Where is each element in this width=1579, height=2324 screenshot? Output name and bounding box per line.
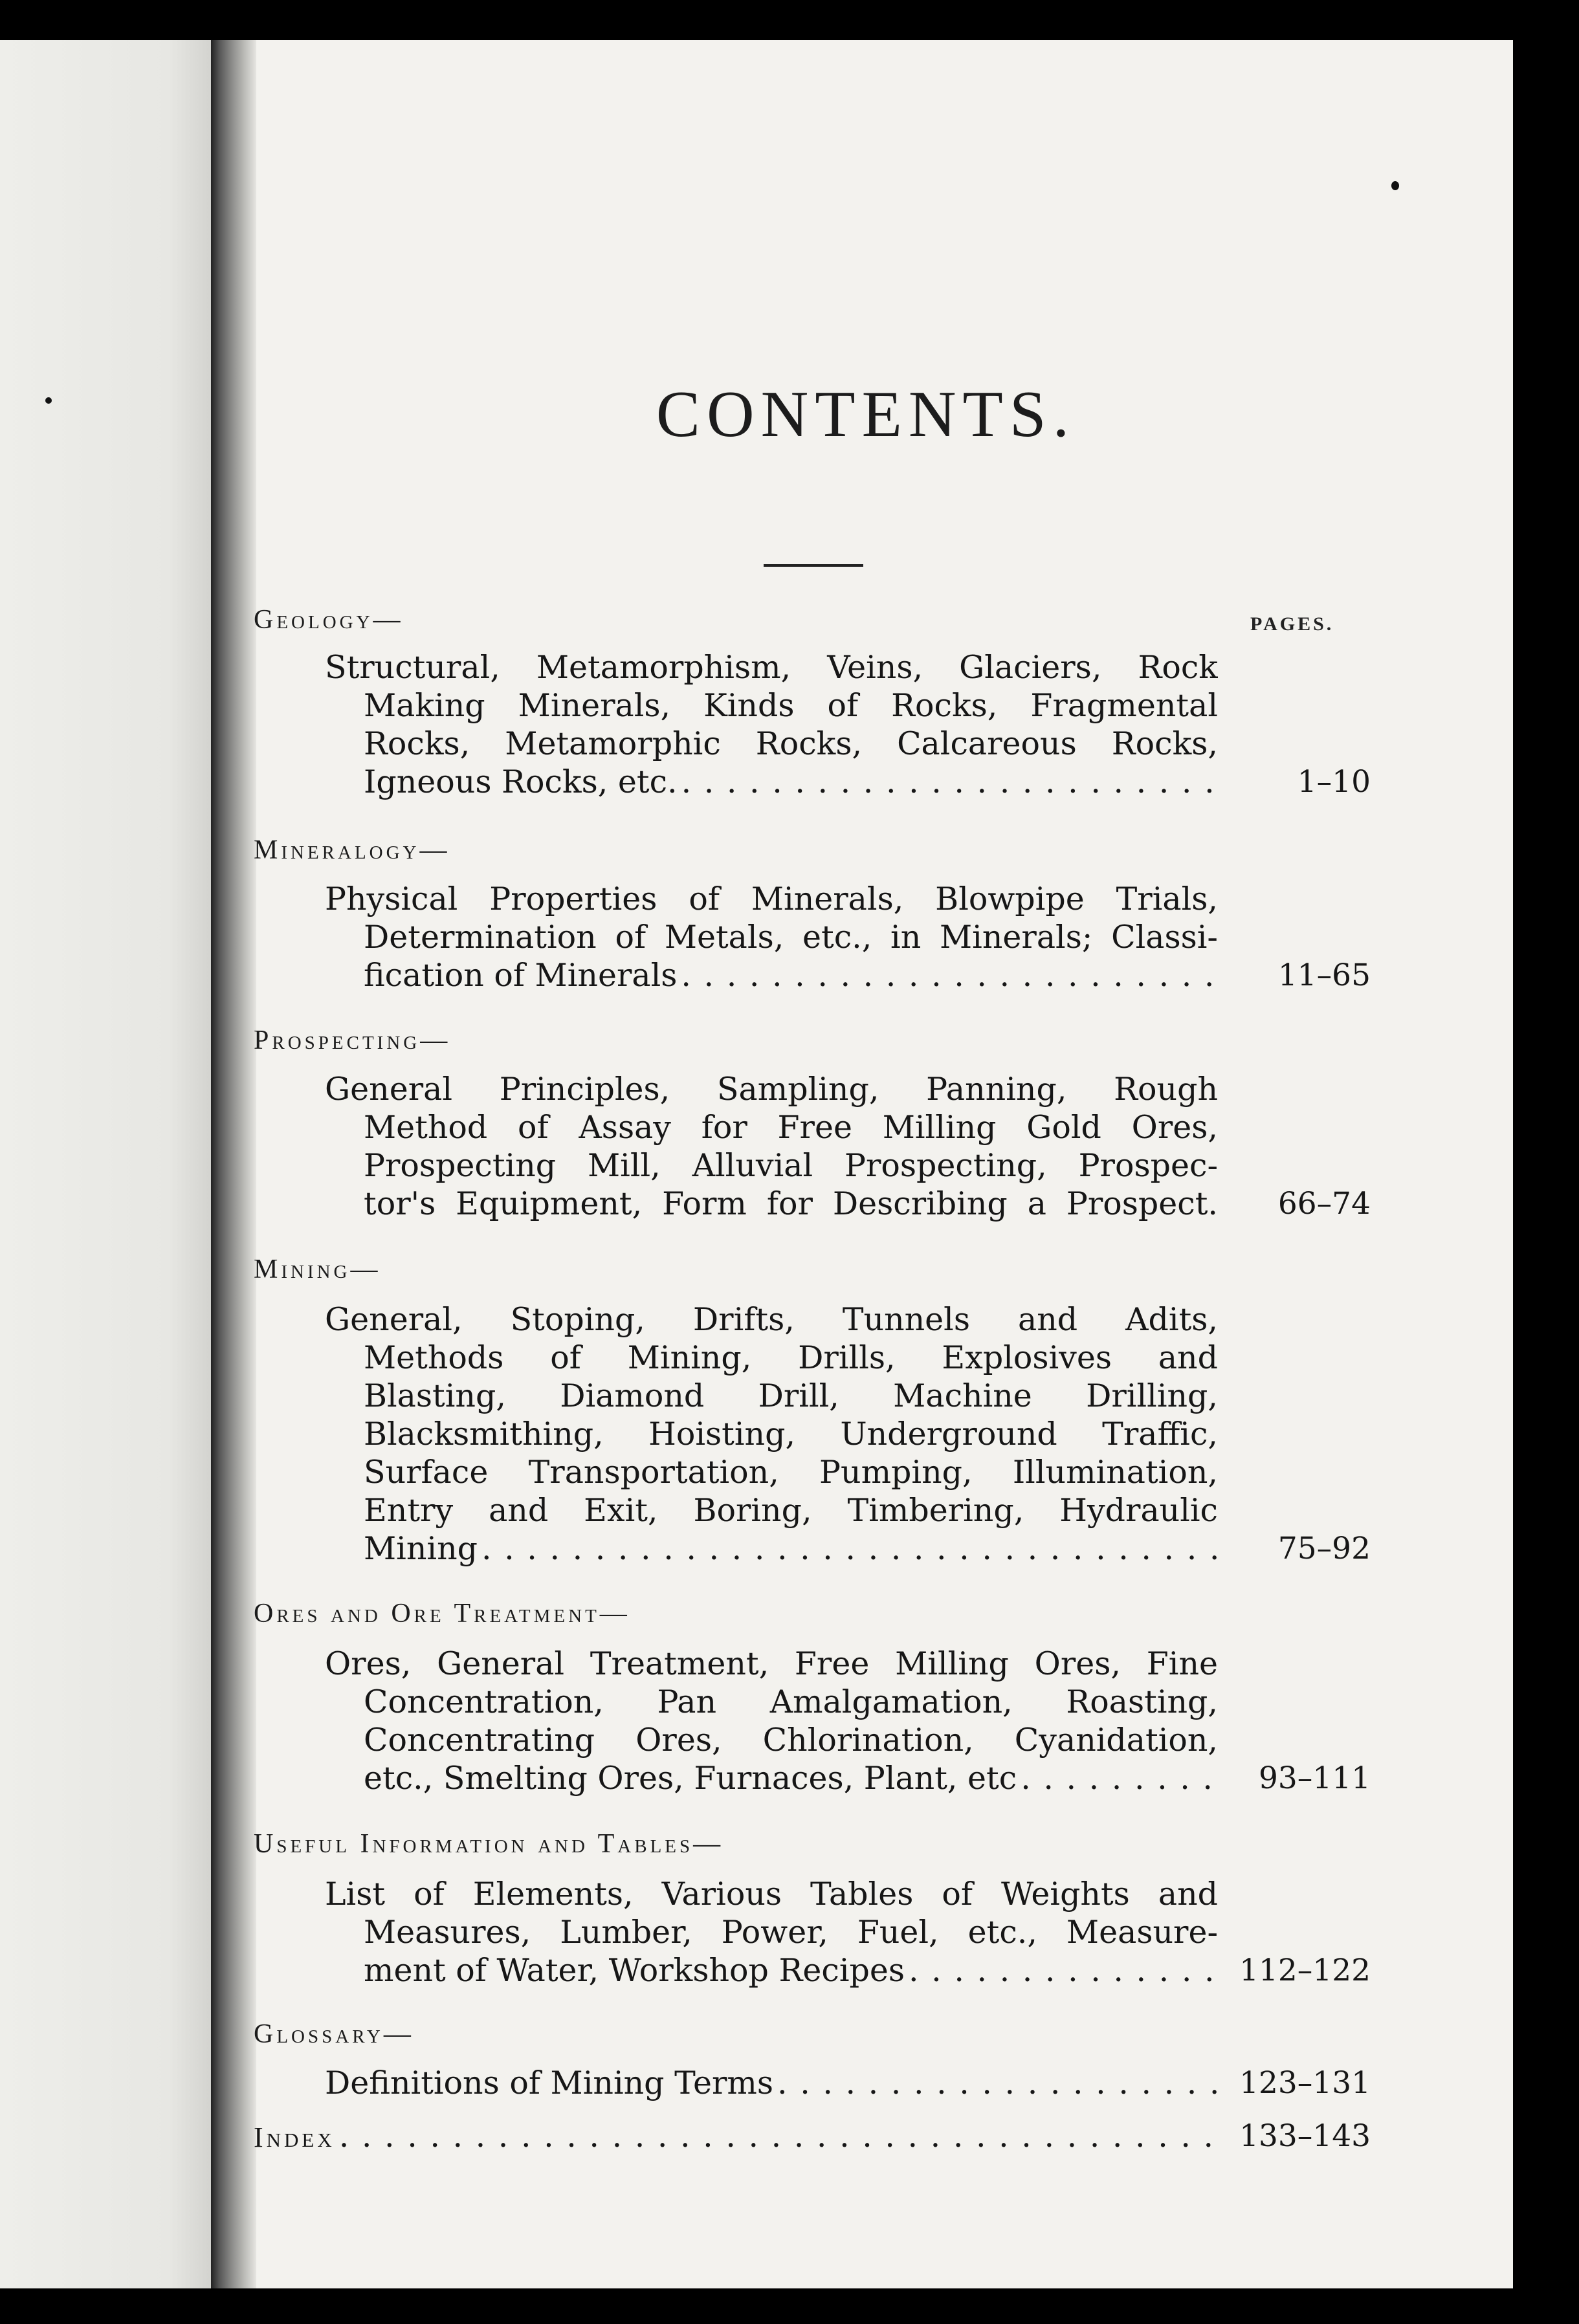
entry-line-text: ment of Water, Workshop Recipes: [364, 1952, 905, 1989]
entry-line-last: [325, 1759, 1218, 1797]
section-heading-ores: Ores and Ore Treatment—: [254, 1599, 630, 1628]
entry-line-last: [325, 2064, 1218, 2102]
entry-line: Physical Properties of Minerals, Blowpipe Trials,: [325, 881, 1218, 917]
section-entry-prospecting: [325, 1070, 1218, 1223]
section-entry-useful-info: [325, 1875, 1218, 1990]
entry-line-text: Definitions of Mining Terms: [325, 2065, 774, 2101]
index-entry: [254, 2117, 1218, 2156]
section-entry-glossary: [325, 2064, 1218, 2102]
entry-line: tor's Equipment, Form for Describing a Prospect.: [364, 1185, 1218, 1222]
section-entry-mineralogy: [325, 880, 1218, 994]
entry-line: Ores, General Treatment, Free Milling Ores, Fine: [325, 1645, 1218, 1682]
page-range-mineralogy: 11–65: [1277, 958, 1371, 993]
entry-line: Determination of Metals, etc., in Minerals; Classi-: [364, 919, 1218, 956]
title-rule: [764, 564, 863, 567]
ink-speck: [1391, 181, 1399, 190]
section-heading-glossary: Glossary—: [254, 2019, 414, 2049]
dot-leader: [478, 1529, 1218, 1568]
entry-line: Method of Assay for Free Milling Gold Ores,: [364, 1109, 1218, 1146]
dot-leader: [1017, 1759, 1218, 1797]
entry-line: General Principles, Sampling, Panning, Rough: [325, 1071, 1218, 1108]
section-heading-geology: Geology—: [254, 605, 404, 635]
page-range-index: 133–143: [1239, 2118, 1371, 2154]
ink-speck: [45, 397, 52, 404]
entry-line-last: [325, 956, 1218, 994]
dot-leader: [773, 2064, 1218, 2102]
entry-line-text: fication of Minerals: [364, 957, 678, 994]
page-range-geology: 1–10: [1297, 764, 1371, 800]
entry-line: Methods of Mining, Drills, Explosives and: [364, 1339, 1218, 1376]
entry-line: Rocks, Metamorphic Rocks, Calcareous Rocks,: [364, 725, 1218, 762]
entry-line: General, Stoping, Drifts, Tunnels and Adits,: [325, 1301, 1218, 1338]
page-range-ores: 93–111: [1258, 1760, 1371, 1796]
entry-line: Structural, Metamorphism, Veins, Glaciers, Rock: [325, 649, 1218, 686]
section-entry-ores: [325, 1645, 1218, 1797]
section-heading-mineralogy: Mineralogy—: [254, 835, 450, 865]
section-heading-mining: Mining—: [254, 1255, 381, 1284]
entry-line: Entry and Exit, Boring, Timbering, Hydraulic: [364, 1492, 1218, 1529]
section-entry-geology: [325, 648, 1218, 801]
entry-line: Blacksmithing, Hoisting, Underground Traffic,: [364, 1416, 1218, 1453]
entry-line: Prospecting Mill, Alluvial Prospecting, Prospec-: [364, 1147, 1218, 1184]
entry-line: Surface Transportation, Pumping, Illumination,: [364, 1454, 1218, 1491]
entry-line-text: etc., Smelting Ores, Furnaces, Plant, etc: [364, 1760, 1017, 1797]
entry-line-last: [325, 1951, 1218, 1990]
section-heading-prospecting: Prospecting—: [254, 1025, 451, 1055]
page-range-glossary: 123–131: [1239, 2065, 1371, 2101]
dot-leader: [905, 1951, 1218, 1990]
page-title: CONTENTS.: [656, 378, 1076, 451]
entry-line: Blasting, Diamond Drill, Machine Drilling,: [364, 1377, 1218, 1414]
dot-leader: [335, 2117, 1218, 2155]
entry-line: Concentration, Pan Amalgamation, Roasting,: [364, 1683, 1218, 1720]
book-page: [0, 40, 1513, 2288]
entry-line-text: Igneous Rocks, etc.: [364, 763, 678, 800]
page-range-mining: 75–92: [1277, 1531, 1371, 1566]
pages-column-header: PAGES.: [1250, 613, 1334, 635]
entry-line: List of Elements, Various Tables of Weights and: [325, 1876, 1218, 1913]
dot-leader: [678, 763, 1218, 801]
entry-line: Making Minerals, Kinds of Rocks, Fragmental: [364, 687, 1218, 724]
page-range-prospecting: 66–74: [1277, 1186, 1371, 1222]
dot-leader: [677, 956, 1218, 994]
section-entry-mining: [325, 1300, 1218, 1568]
entry-line-last: [325, 763, 1218, 801]
entry-line-last: [325, 1529, 1218, 1568]
index-label: Index: [254, 2121, 335, 2153]
entry-line: Measures, Lumber, Power, Fuel, etc., Measure-: [364, 1914, 1218, 1951]
entry-line: Concentrating Ores, Chlorination, Cyanidation,: [364, 1722, 1218, 1759]
section-heading-useful-info: Useful Information and Tables—: [254, 1829, 724, 1859]
entry-line-text: Mining: [364, 1530, 478, 1567]
page-range-useful-info: 112–122: [1239, 1953, 1371, 1988]
